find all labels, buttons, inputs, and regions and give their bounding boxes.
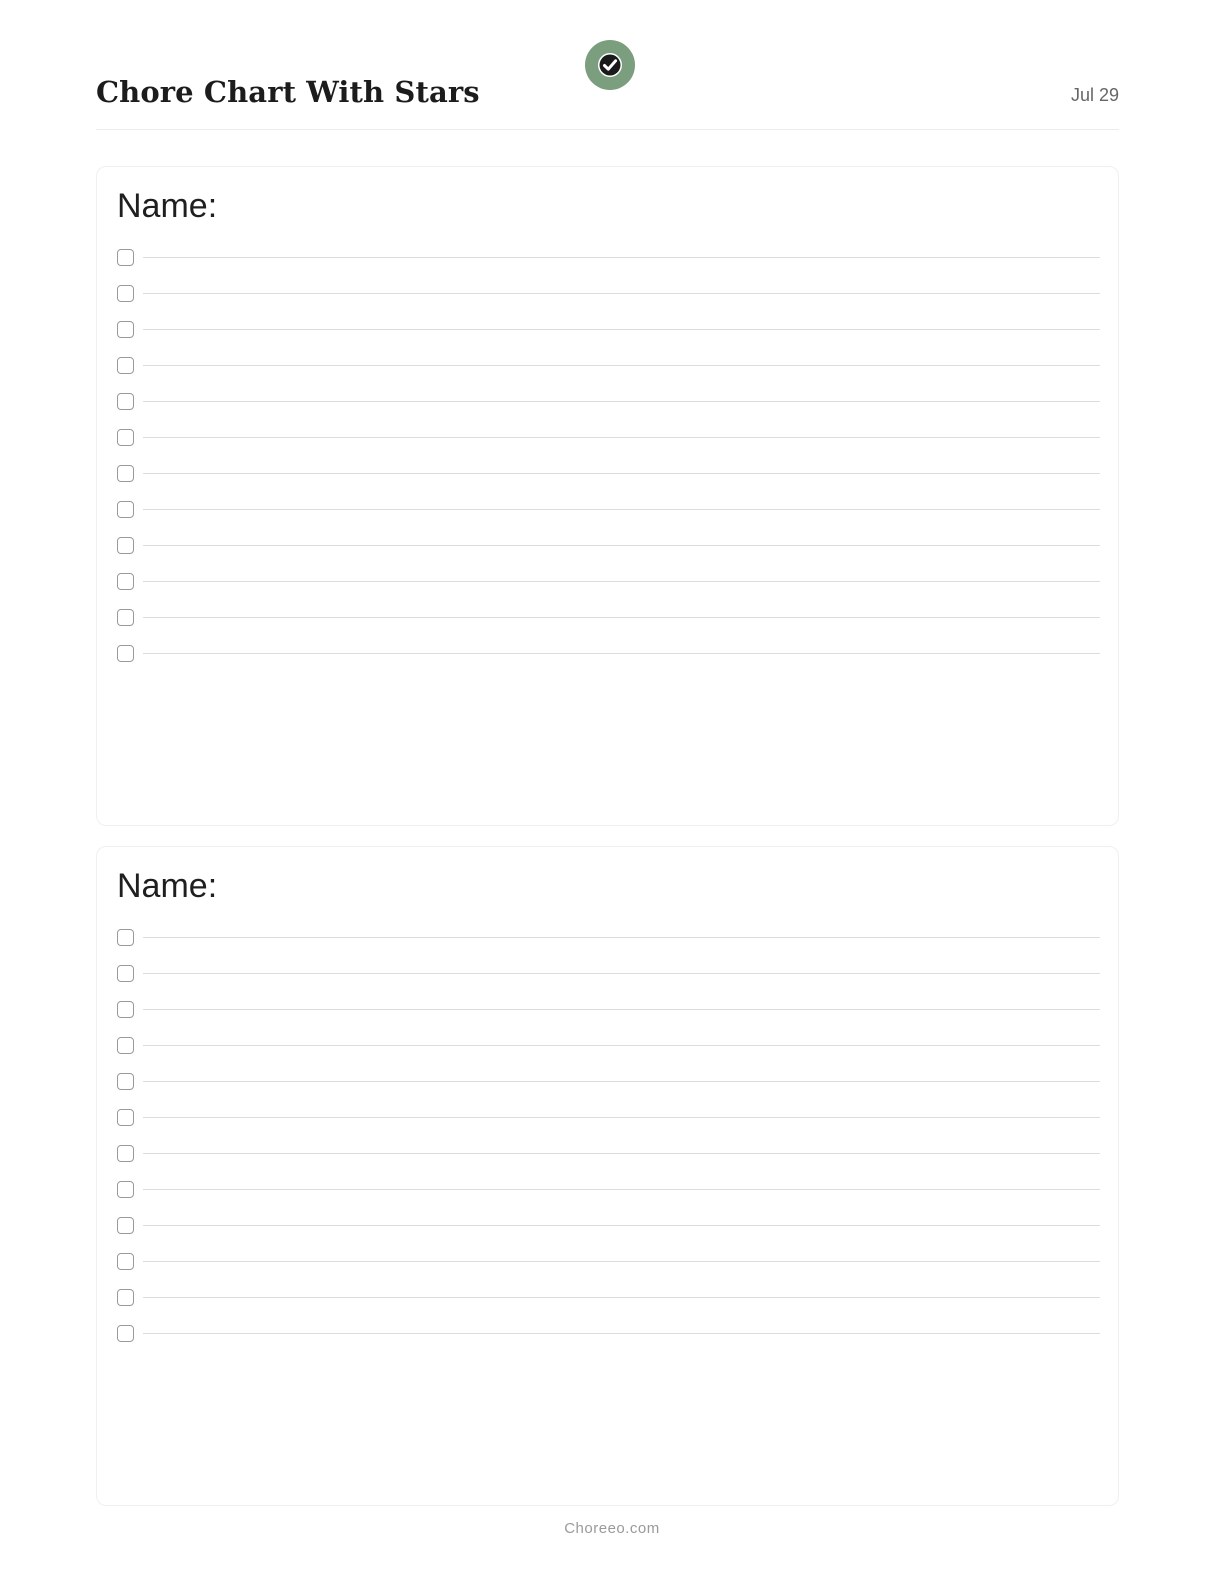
task-checkbox[interactable] (117, 645, 134, 662)
task-write-line (143, 1153, 1100, 1154)
name-label: Name: (117, 867, 218, 905)
task-row (117, 1177, 1100, 1213)
task-write-line (143, 937, 1100, 938)
task-write-line (143, 545, 1100, 546)
task-write-line (143, 1045, 1100, 1046)
task-checkbox[interactable] (117, 357, 134, 374)
task-write-line (143, 1333, 1100, 1334)
task-write-line (143, 401, 1100, 402)
name-label: Name: (117, 187, 218, 225)
task-checkbox[interactable] (117, 1037, 134, 1054)
task-row (117, 1105, 1100, 1141)
task-write-line (143, 293, 1100, 294)
task-checkbox[interactable] (117, 249, 134, 266)
check-badge-icon (585, 40, 635, 90)
task-checkbox[interactable] (117, 1145, 134, 1162)
task-row (117, 1069, 1100, 1105)
task-checkbox[interactable] (117, 429, 134, 446)
task-list (117, 925, 1100, 1357)
task-row (117, 997, 1100, 1033)
task-checkbox[interactable] (117, 929, 134, 946)
task-row (117, 569, 1100, 605)
task-row (117, 281, 1100, 317)
chore-card-1 (96, 166, 1119, 826)
task-list (117, 245, 1100, 677)
task-row (117, 1285, 1100, 1321)
task-write-line (143, 1009, 1100, 1010)
task-checkbox[interactable] (117, 1073, 134, 1090)
task-row (117, 1213, 1100, 1249)
task-checkbox[interactable] (117, 501, 134, 518)
task-write-line (143, 581, 1100, 582)
task-write-line (143, 653, 1100, 654)
task-write-line (143, 617, 1100, 618)
task-row (117, 425, 1100, 461)
task-row (117, 641, 1100, 677)
task-write-line (143, 437, 1100, 438)
page-title: Chore Chart With Stars (96, 75, 480, 109)
task-row (117, 533, 1100, 569)
task-checkbox[interactable] (117, 321, 134, 338)
task-row (117, 1321, 1100, 1357)
page-date: Jul 29 (1070, 85, 1119, 105)
task-write-line (143, 1261, 1100, 1262)
task-checkbox[interactable] (117, 1109, 134, 1126)
task-write-line (143, 365, 1100, 366)
task-write-line (143, 509, 1100, 510)
task-checkbox[interactable] (117, 965, 134, 982)
task-row (117, 1141, 1100, 1177)
task-checkbox[interactable] (117, 537, 134, 554)
task-row (117, 1249, 1100, 1285)
task-row (117, 245, 1100, 281)
task-row (117, 925, 1100, 961)
page-header (96, 40, 1119, 130)
task-checkbox[interactable] (117, 1181, 134, 1198)
task-write-line (143, 257, 1100, 258)
task-row (117, 497, 1100, 533)
task-row (117, 353, 1100, 389)
task-row (117, 389, 1100, 425)
task-write-line (143, 1297, 1100, 1298)
task-write-line (143, 1081, 1100, 1082)
task-checkbox[interactable] (117, 573, 134, 590)
task-write-line (143, 473, 1100, 474)
task-checkbox[interactable] (117, 1289, 134, 1306)
task-write-line (143, 973, 1100, 974)
task-write-line (143, 329, 1100, 330)
footer-site-link[interactable]: Choreeo.com (564, 1520, 660, 1537)
task-row (117, 605, 1100, 641)
task-row (117, 1033, 1100, 1069)
task-write-line (143, 1189, 1100, 1190)
task-checkbox[interactable] (117, 285, 134, 302)
task-checkbox[interactable] (117, 1001, 134, 1018)
task-checkbox[interactable] (117, 465, 134, 482)
task-checkbox[interactable] (117, 1217, 134, 1234)
task-checkbox[interactable] (117, 609, 134, 626)
task-write-line (143, 1117, 1100, 1118)
task-row (117, 961, 1100, 997)
task-checkbox[interactable] (117, 1325, 134, 1342)
task-row (117, 461, 1100, 497)
task-checkbox[interactable] (117, 1253, 134, 1270)
task-row (117, 317, 1100, 353)
task-checkbox[interactable] (117, 393, 134, 410)
task-write-line (143, 1225, 1100, 1226)
chore-card-2 (96, 846, 1119, 1506)
